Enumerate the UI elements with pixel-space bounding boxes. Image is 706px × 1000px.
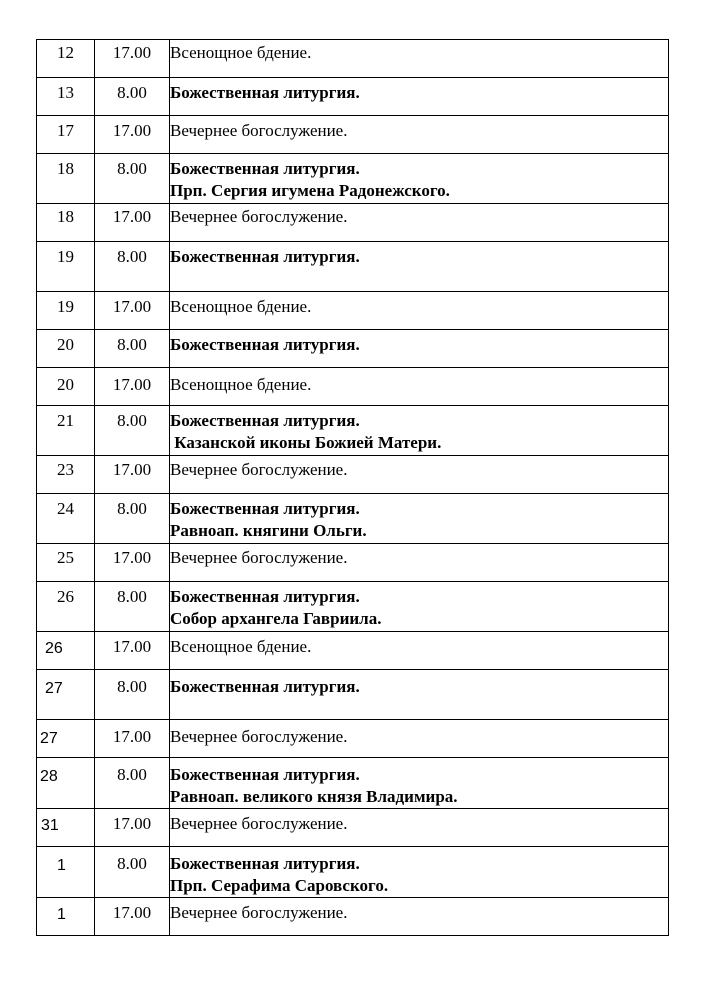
service-text: Всенощное бдение. — [170, 637, 312, 656]
service-text: Вечернее богослужение. — [170, 460, 348, 479]
service-title: Прп. Серафима Саровского. — [170, 876, 389, 895]
day-cell: 17 — [37, 116, 95, 154]
schedule-row — [37, 456, 669, 494]
schedule-row — [37, 847, 669, 898]
service-description-cell — [170, 582, 669, 632]
time-cell: 17.00 — [95, 898, 170, 936]
service-title: Божественная литургия. — [170, 411, 360, 430]
time-cell: 8.00 — [95, 242, 170, 292]
schedule-row — [37, 292, 669, 330]
time-cell: 17.00 — [95, 544, 170, 582]
time-cell: 17.00 — [95, 368, 170, 406]
schedule-row — [37, 40, 669, 78]
time-cell: 17.00 — [95, 292, 170, 330]
time-cell: 8.00 — [95, 758, 170, 809]
schedule-row — [37, 670, 669, 720]
service-description-cell — [170, 116, 669, 154]
day-cell: 21 — [37, 406, 95, 456]
service-title: Равноап. великого князя Владимира. — [170, 787, 458, 806]
schedule-row — [37, 582, 669, 632]
service-title: Прп. Сергия игумена Радонежского. — [170, 181, 450, 200]
day-cell: 25 — [37, 544, 95, 582]
day-cell: 19 — [37, 242, 95, 292]
day-cell: 18 — [37, 204, 95, 242]
schedule-row — [37, 544, 669, 582]
service-description-cell — [170, 456, 669, 494]
service-text: Всенощное бдение. — [170, 297, 312, 316]
time-cell: 8.00 — [95, 494, 170, 544]
time-cell: 8.00 — [95, 582, 170, 632]
service-title: Собор архангела Гавриила. — [170, 609, 382, 628]
day-cell: 27 — [37, 720, 95, 758]
day-cell: 28 — [37, 758, 95, 809]
service-description-cell — [170, 292, 669, 330]
service-description-cell — [170, 330, 669, 368]
service-description-cell — [170, 632, 669, 670]
day-cell: 18 — [37, 154, 95, 204]
day-cell: 23 — [37, 456, 95, 494]
service-title: Божественная литургия. — [170, 765, 360, 784]
day-cell: 1 — [37, 898, 95, 936]
day-cell: 19 — [37, 292, 95, 330]
day-cell: 26 — [37, 632, 95, 670]
service-description-cell — [170, 898, 669, 936]
service-text: Вечернее богослужение. — [170, 903, 348, 922]
service-text: Вечернее богослужение. — [170, 727, 348, 746]
service-title: Божественная литургия. — [170, 854, 360, 873]
service-description-cell — [170, 40, 669, 78]
service-text: Всенощное бдение. — [170, 375, 312, 394]
time-cell: 8.00 — [95, 154, 170, 204]
service-description-cell — [170, 406, 669, 456]
day-cell: 31 — [37, 809, 95, 847]
service-description-cell — [170, 368, 669, 406]
time-cell: 17.00 — [95, 40, 170, 78]
time-cell: 17.00 — [95, 456, 170, 494]
schedule-row — [37, 116, 669, 154]
service-description-cell — [170, 720, 669, 758]
schedule-row — [37, 204, 669, 242]
time-cell: 17.00 — [95, 809, 170, 847]
time-cell: 17.00 — [95, 720, 170, 758]
schedule-body — [37, 40, 669, 936]
service-description-cell — [170, 494, 669, 544]
service-title: Божественная литургия. — [170, 247, 360, 266]
time-cell: 8.00 — [95, 406, 170, 456]
day-cell: 20 — [37, 368, 95, 406]
service-description-cell — [170, 670, 669, 720]
service-text: Вечернее богослужение. — [170, 548, 348, 567]
schedule-row — [37, 78, 669, 116]
service-text: Вечернее богослужение. — [170, 121, 348, 140]
service-text: Вечернее богослужение. — [170, 207, 348, 226]
service-description-cell — [170, 154, 669, 204]
day-cell: 24 — [37, 494, 95, 544]
service-title: Равноап. княгини Ольги. — [170, 521, 367, 540]
day-cell: 13 — [37, 78, 95, 116]
service-description-cell — [170, 78, 669, 116]
schedule-row — [37, 720, 669, 758]
schedule-row — [37, 330, 669, 368]
schedule-row — [37, 154, 669, 204]
time-cell: 17.00 — [95, 632, 170, 670]
service-description-cell — [170, 847, 669, 898]
schedule-row — [37, 758, 669, 809]
time-cell: 8.00 — [95, 670, 170, 720]
service-description-cell — [170, 544, 669, 582]
service-description-cell — [170, 242, 669, 292]
service-text: Вечернее богослужение. — [170, 814, 348, 833]
day-cell: 20 — [37, 330, 95, 368]
schedule-row — [37, 632, 669, 670]
day-cell: 26 — [37, 582, 95, 632]
service-title: Божественная литургия. — [170, 83, 360, 102]
service-schedule-table — [36, 39, 669, 936]
day-cell: 12 — [37, 40, 95, 78]
service-title: Казанской иконы Божией Матери. — [170, 433, 442, 452]
time-cell: 17.00 — [95, 204, 170, 242]
day-cell: 27 — [37, 670, 95, 720]
service-description-cell — [170, 809, 669, 847]
schedule-row — [37, 368, 669, 406]
service-title: Божественная литургия. — [170, 499, 360, 518]
schedule-row — [37, 809, 669, 847]
schedule-row — [37, 242, 669, 292]
time-cell: 8.00 — [95, 847, 170, 898]
service-title: Божественная литургия. — [170, 335, 360, 354]
service-text: Всенощное бдение. — [170, 43, 312, 62]
service-description-cell — [170, 758, 669, 809]
service-title: Божественная литургия. — [170, 587, 360, 606]
service-title: Божественная литургия. — [170, 677, 360, 696]
schedule-row — [37, 898, 669, 936]
service-title: Божественная литургия. — [170, 159, 360, 178]
time-cell: 8.00 — [95, 330, 170, 368]
time-cell: 17.00 — [95, 116, 170, 154]
time-cell: 8.00 — [95, 78, 170, 116]
schedule-row — [37, 494, 669, 544]
schedule-row — [37, 406, 669, 456]
day-cell: 1 — [37, 847, 95, 898]
service-description-cell — [170, 204, 669, 242]
